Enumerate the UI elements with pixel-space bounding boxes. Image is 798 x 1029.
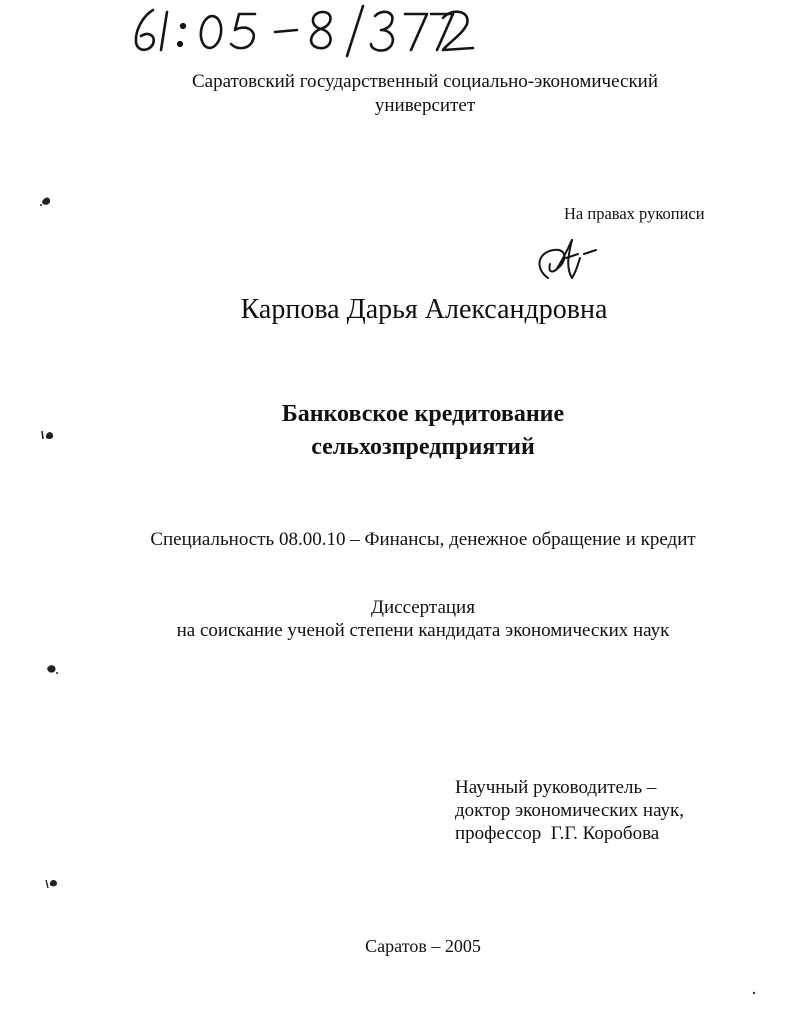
dissertation-type <box>0 596 798 642</box>
scan-artifact-mark <box>44 876 60 890</box>
advisor-line-2: доктор экономических наук, <box>455 800 685 821</box>
dissertation-title <box>0 398 798 464</box>
scientific-advisor <box>455 776 684 845</box>
university-line-2: университет <box>374 95 476 116</box>
scan-artifact-mark <box>44 662 60 676</box>
university-line-1: Саратовский государственный социально-экономический <box>191 71 659 92</box>
handwritten-signature <box>528 228 600 284</box>
handwritten-call-number <box>125 2 485 58</box>
title-line-1: Банковское кредитование <box>281 401 565 427</box>
specialty-line: Специальность 08.00.10 – Финансы, денежное обращение и кредит <box>150 529 696 550</box>
title-line-2: сельхозпредприятий <box>311 434 535 460</box>
dissertation-line-2: на соискание ученой степени кандидата экономических наук <box>176 620 670 641</box>
scan-artifact-mark <box>38 194 54 208</box>
university-name <box>0 70 798 118</box>
advisor-line-1: Научный руководитель – <box>455 777 657 798</box>
advisor-line-3: профессор Г.Г. Коробова <box>455 823 660 844</box>
scan-artifact-mark <box>40 428 56 442</box>
city-and-year: Саратов – 2005 <box>365 936 481 956</box>
dissertation-line-1: Диссертация <box>371 597 475 618</box>
manuscript-rights-note: На правах рукописи <box>564 204 705 223</box>
scan-artifact-mark <box>750 984 758 992</box>
author-name: Карпова Дарья Александровна <box>240 294 608 325</box>
